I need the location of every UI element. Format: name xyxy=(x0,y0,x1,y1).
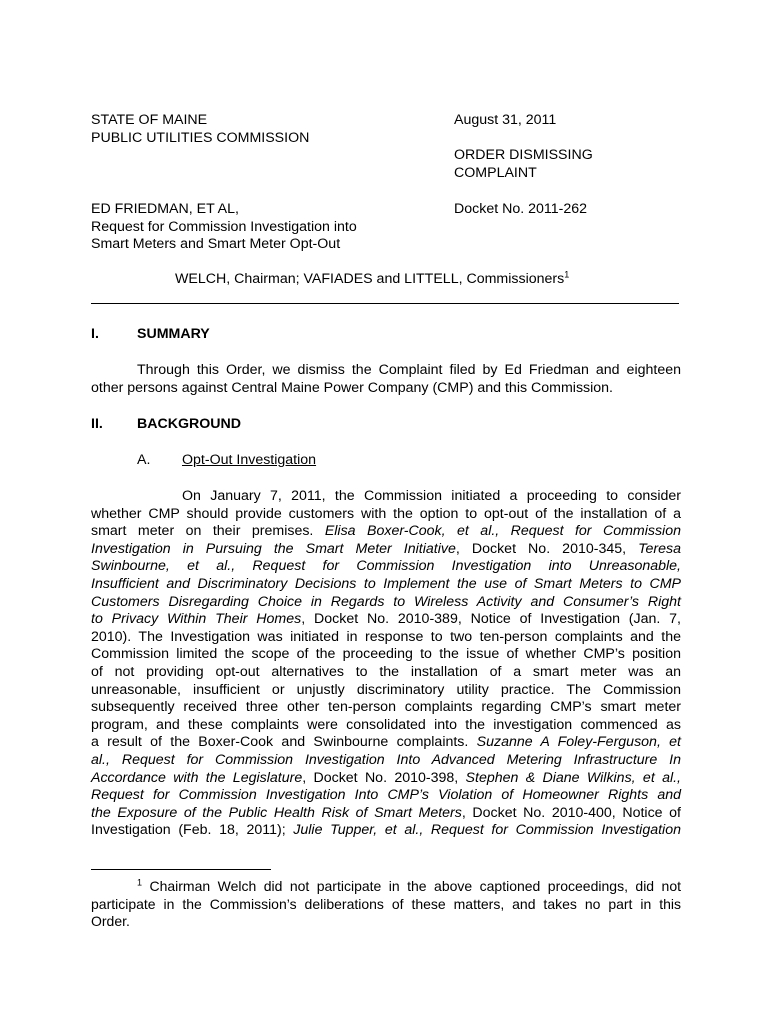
paragraph-line: Insufficient and Discriminatory Decisions to Implement the use of Smart Meters to CMP xyxy=(91,575,681,592)
paragraph-line: whether CMP should provide customers with the option to opt-out of the installation of a xyxy=(91,505,681,522)
paragraph-line: Commission limited the scope of the proceeding to the issue of whether CMP’s position xyxy=(91,646,681,663)
paragraph-line: Request for Commission Investigation Into CMP’s Violation of Homeowner Rights and xyxy=(91,787,681,804)
paragraph-line: al., Request for Commission Investigation Into Advanced Metering Infrastructure In xyxy=(91,751,681,768)
docket-number: Docket No. 2011-262 xyxy=(454,201,588,217)
paragraph-line: of not providing opt-out alternatives to the installation of a smart meter was an xyxy=(91,663,681,680)
paragraph-line: unreasonable, insufficient or unjustly discriminatory utility practice. The Commission xyxy=(91,681,681,698)
caption-commission xyxy=(91,112,309,147)
paragraph-line: to Privacy Within Their Homes, Docket No. 2010-389, Notice of Investigation (Jan. 7, xyxy=(91,611,681,628)
footnote-number: 1 xyxy=(137,877,143,888)
party-name: ED FRIEDMAN, ET AL, xyxy=(91,201,239,217)
footnote-ref: 1 xyxy=(564,269,570,280)
section-title: SUMMARY xyxy=(137,326,210,342)
paragraph-line: a result of the Boxer-Cook and Swinbourne complaints. Suzanne A Foley-Ferguson, et xyxy=(91,734,682,751)
paragraph-line: the Exposure of the Public Health Risk of Smart Meters, Docket No. 2010-400, Notice of xyxy=(91,804,681,821)
commissioners-line xyxy=(175,271,569,289)
caption-state: STATE OF MAINE xyxy=(91,112,208,128)
footnote xyxy=(91,878,681,931)
footnote-line: participate in the Commission’s deliberations of these matters, and takes no part in this xyxy=(91,895,681,912)
summary-paragraph xyxy=(91,362,681,397)
commissioners-text: WELCH, Chairman; VAFIADES and LITTELL, Commissioners xyxy=(175,271,565,287)
paragraph-line: Investigation (Feb. 18, 2011); Julie Tupper, et al., Request for Commission Investigation xyxy=(91,822,681,839)
paragraph-line: program, and these complaints were consolidated into the investigation commenced as xyxy=(91,716,681,733)
paragraph-line: On January 7, 2011, the Commission initiated a proceeding to consider xyxy=(182,488,681,504)
paragraph-line: Investigation in Pursuing the Smart Meter Initiative, Docket No. 2010-345, Teresa xyxy=(91,540,681,557)
summary-line: Through this Order, we dismiss the Complaint filed by Ed Friedman and eighteen xyxy=(137,362,681,378)
background-paragraph xyxy=(91,488,681,840)
order-date: August 31, 2011 xyxy=(454,112,557,128)
party-request-line1: Request for Commission Investigation into xyxy=(91,218,357,235)
paragraph-line: Accordance with the Legislature, Docket No. 2010-398, Stephen & Diane Wilkins, et al., xyxy=(91,769,681,786)
caption-commission-name: PUBLIC UTILITIES COMMISSION xyxy=(91,129,310,146)
section-number: II. xyxy=(91,416,103,432)
section-number: I. xyxy=(91,326,99,342)
section-title: BACKGROUND xyxy=(137,416,242,432)
order-title xyxy=(454,147,593,182)
case-party xyxy=(91,201,357,254)
footnote-line: $^1$ Chairman Welch did not participate in the above captioned proceedings, did not xyxy=(137,877,681,894)
order-title-line2: COMPLAINT xyxy=(454,164,537,181)
footnote-divider xyxy=(91,869,271,870)
paragraph-line: smart meter on their premises. Elisa Boxer-Cook, et al., Request for Commission xyxy=(91,523,681,540)
caption-divider xyxy=(91,303,679,304)
subsection-title: Opt-Out Investigation xyxy=(182,452,317,468)
subsection-letter: A. xyxy=(137,452,151,468)
paragraph-line: Customers Disregarding Choice in Regards to Wireless Activity and Consumer’s Right xyxy=(91,593,681,610)
order-title-line1: ORDER DISMISSING xyxy=(454,147,593,163)
paragraph-line: 2010). The Investigation was initiated in response to two ten-person complaints and the xyxy=(91,628,681,645)
paragraph-line: Swinbourne, et al., Request for Commission Investigation into Unreasonable, xyxy=(91,558,681,575)
party-request-line2: Smart Meters and Smart Meter Opt-Out xyxy=(91,236,341,252)
summary-line: other persons against Central Maine Power Company (CMP) and this Commission. xyxy=(91,379,614,396)
paragraph-line: subsequently received three other ten-person complaints regarding CMP’s smart meter xyxy=(91,699,681,716)
footnote-line: Order. xyxy=(91,913,130,929)
